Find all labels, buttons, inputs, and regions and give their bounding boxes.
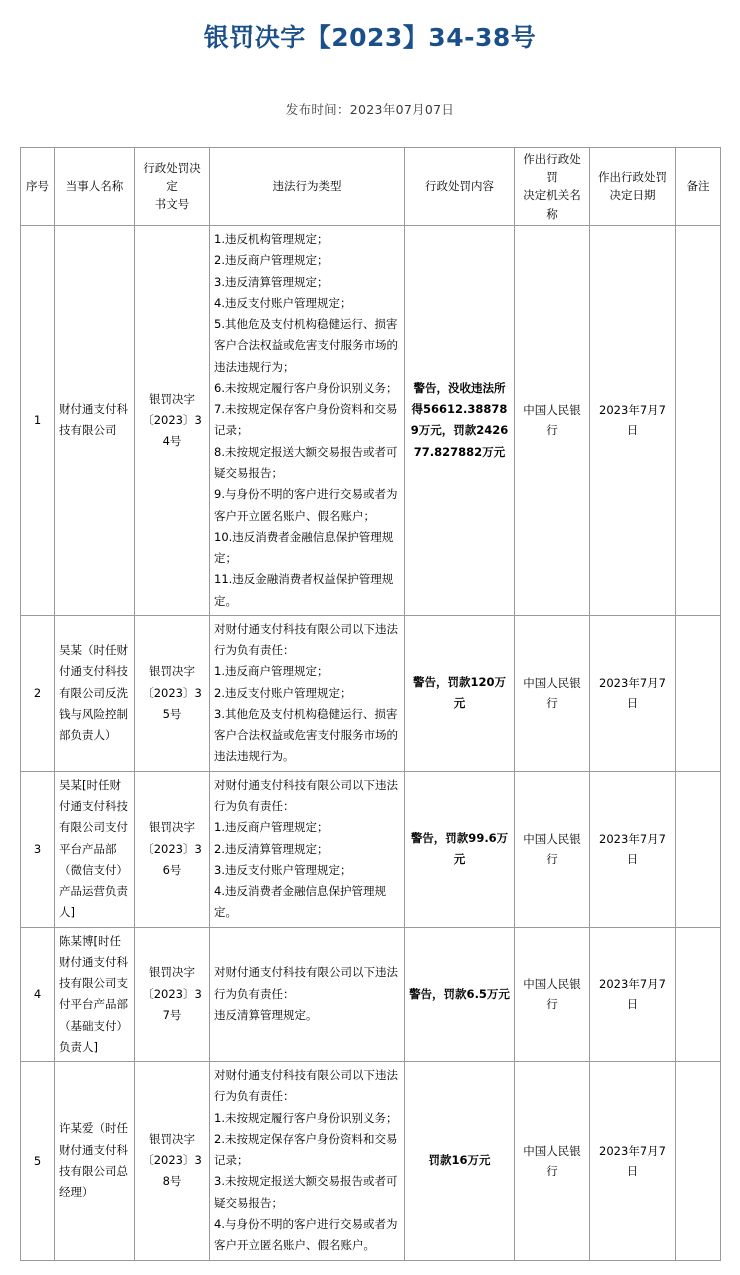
cell-party-name: 财付通支付科技有限公司	[55, 226, 135, 616]
violation-lead-text: 对财付通支付科技有限公司以下违法行为负有责任：	[214, 621, 398, 658]
doc-number-line1: 银罚决字	[149, 820, 195, 835]
page-title: 银罚决字【2023】34-38号	[203, 23, 537, 52]
violation-lead-text: 对财付通支付科技有限公司以下违法行为负有责任：	[214, 1068, 398, 1104]
cell-remark	[676, 927, 721, 1062]
violation-item: 5.其他危及支付机构稳健运行、损害客户合法权益或危害支付服务市场的违法违规行为；	[214, 317, 398, 374]
column-header-penalty-content: 行政处罚内容	[405, 147, 515, 226]
table-header-row	[21, 147, 721, 226]
cell-penalty-content: 警告，罚款6.5万元	[405, 927, 515, 1062]
violation-item: 2.违反清算管理规定；	[214, 841, 329, 856]
column-header-date-line2: 决定日期	[609, 188, 656, 203]
column-header-date	[590, 147, 676, 226]
cell-decision-organ: 中国人民银行	[515, 927, 590, 1062]
violation-item: 3.其他危及支付机构稳健运行、损害客户合法权益或危害支付服务市场的违法违规行为。	[214, 706, 398, 764]
cell-decision-organ: 中国人民银行	[515, 771, 590, 927]
cell-doc-number	[135, 226, 210, 616]
violation-item: 2.未按规定保存客户身份资料和交易记录；	[214, 1131, 398, 1168]
column-header-index: 序号	[21, 147, 55, 226]
cell-penalty-content: 警告，罚款99.6万元	[405, 771, 515, 927]
column-header-organ-line1: 作出行政处罚	[523, 151, 581, 184]
cell-decision-organ: 中国人民银行	[515, 226, 590, 616]
column-header-organ	[515, 147, 590, 226]
cell-decision-date: 2023年7月7日	[590, 771, 676, 927]
cell-doc-number	[135, 615, 210, 771]
doc-number-line1: 银罚决字	[149, 664, 195, 679]
column-header-party: 当事人名称	[55, 147, 135, 226]
column-header-violation-type: 违法行为类型	[210, 147, 405, 226]
cell-doc-number	[135, 1062, 210, 1260]
violation-item: 9.与身份不明的客户进行交易或者为客户开立匿名账户、假名账户；	[214, 487, 398, 523]
cell-remark	[676, 226, 721, 616]
column-header-doc-no	[135, 147, 210, 226]
cell-decision-date: 2023年7月7日	[590, 1062, 676, 1260]
violation-item: 2.违反支付账户管理规定；	[214, 685, 352, 700]
violation-lead-text: 对财付通支付科技有限公司以下违法行为负有责任：	[214, 965, 398, 1001]
violation-item: 3.未按规定报送大额交易报告或者可疑交易报告；	[214, 1174, 398, 1210]
table-row	[21, 1062, 721, 1260]
cell-violation-type	[210, 771, 405, 927]
violation-item: 1.违反商户管理规定；	[214, 820, 329, 835]
doc-number-line1: 银罚决字	[149, 965, 195, 980]
violation-item: 1.违反机构管理规定；	[214, 232, 329, 247]
table-row	[21, 615, 721, 771]
doc-number-line2: 〔2023〕38号	[142, 1153, 202, 1189]
cell-remark	[676, 615, 721, 771]
cell-decision-organ: 中国人民银行	[515, 1062, 590, 1260]
table-header	[21, 147, 721, 226]
table-body	[21, 226, 721, 1260]
violation-item: 违反清算管理规定。	[214, 1007, 318, 1022]
violation-item: 4.违反支付账户管理规定；	[214, 295, 352, 310]
doc-number-line1: 银罚决字	[149, 391, 195, 406]
cell-violation-type	[210, 927, 405, 1062]
column-header-date-line1: 作出行政处罚	[598, 169, 667, 184]
cell-index: 4	[21, 927, 55, 1062]
publish-time	[0, 100, 740, 118]
violation-item: 2.违反商户管理规定；	[214, 253, 329, 268]
cell-index: 1	[21, 226, 55, 616]
cell-penalty-content: 罚款16万元	[405, 1062, 515, 1260]
cell-decision-date: 2023年7月7日	[590, 226, 676, 616]
column-header-organ-line2: 决定机关名称	[523, 188, 581, 221]
cell-penalty-content: 警告，没收违法所得56612.388789万元，罚款242677.827882万元	[405, 226, 515, 616]
penalty-table-container	[20, 147, 720, 1261]
publish-time-value: 2023年07月07日	[349, 101, 455, 117]
doc-number-line2: 〔2023〕36号	[142, 841, 202, 877]
cell-party-name: 吴某（时任财付通支付科技有限公司反洗钱与风险控制部负责人）	[55, 615, 135, 771]
violation-item: 6.未按规定履行客户身份识别义务；	[214, 380, 398, 395]
doc-number-line1: 银罚决字	[149, 1131, 195, 1146]
cell-party-name: 吴某[时任财付通支付科技有限公司支付平台产品部（微信支付）产品运营负责人]	[55, 771, 135, 927]
column-header-doc-no-line2: 书文号	[154, 197, 190, 212]
cell-doc-number	[135, 927, 210, 1062]
violation-item: 1.未按规定履行客户身份识别义务；	[214, 1110, 398, 1125]
violation-item: 4.违反消费者金融信息保护管理规定。	[214, 884, 386, 920]
violation-lead-text: 对财付通支付科技有限公司以下违法行为负有责任：	[214, 777, 398, 813]
doc-number-line2: 〔2023〕34号	[142, 412, 202, 449]
violation-item: 3.违反清算管理规定；	[214, 274, 329, 289]
violation-item: 3.违反支付账户管理规定；	[214, 862, 352, 877]
violation-item: 7.未按规定保存客户身份资料和交易记录；	[214, 402, 398, 438]
cell-index: 3	[21, 771, 55, 927]
column-header-doc-no-line1: 行政处罚决定	[143, 160, 201, 194]
table-row	[21, 927, 721, 1062]
cell-violation-type	[210, 615, 405, 771]
cell-index: 2	[21, 615, 55, 771]
cell-violation-type	[210, 1062, 405, 1260]
cell-party-name: 许某爱（时任财付通支付科技有限公司总经理）	[55, 1062, 135, 1260]
doc-number-line2: 〔2023〕35号	[142, 685, 202, 721]
table-row	[21, 226, 721, 616]
violation-item: 11.违反金融消费者权益保护管理规定。	[214, 572, 394, 608]
cell-violation-type	[210, 226, 405, 616]
cell-remark	[676, 771, 721, 927]
violation-item: 10.违反消费者金融信息保护管理规定；	[214, 529, 394, 566]
cell-index: 5	[21, 1062, 55, 1260]
cell-decision-organ: 中国人民银行	[515, 615, 590, 771]
cell-doc-number	[135, 771, 210, 927]
publish-time-label: 发布时间：	[285, 101, 350, 117]
penalty-table	[20, 147, 721, 1261]
cell-decision-date: 2023年7月7日	[590, 615, 676, 771]
violation-item: 4.与身份不明的客户进行交易或者为客户开立匿名账户、假名账户。	[214, 1217, 398, 1253]
violation-item: 8.未按规定报送大额交易报告或者可疑交易报告；	[214, 444, 398, 480]
table-row	[21, 771, 721, 927]
cell-remark	[676, 1062, 721, 1260]
cell-party-name: 陈某博[时任财付通支付科技有限公司支付平台产品部（基础支付）负责人]	[55, 927, 135, 1062]
cell-decision-date: 2023年7月7日	[590, 927, 676, 1062]
doc-number-line2: 〔2023〕37号	[142, 986, 202, 1022]
cell-penalty-content: 警告，罚款120万元	[405, 615, 515, 771]
violation-item: 1.违反商户管理规定；	[214, 664, 329, 679]
column-header-remark: 备注	[676, 147, 721, 226]
